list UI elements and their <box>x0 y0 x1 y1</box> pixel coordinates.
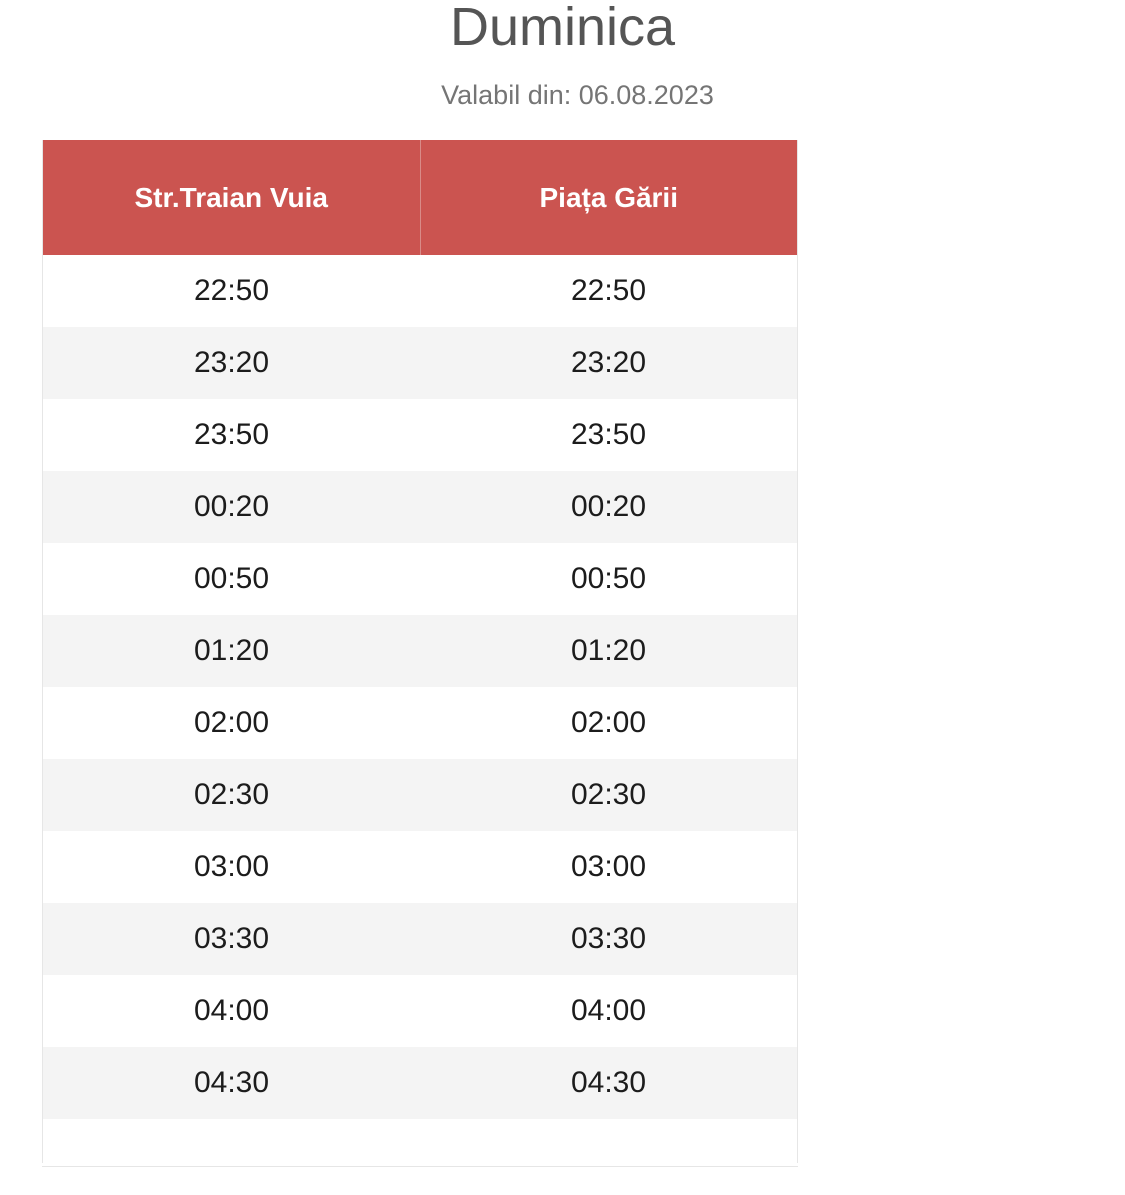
cell-departure-time: 23:50 <box>43 399 420 471</box>
cell-arrival-time: 22:50 <box>420 255 797 327</box>
cell-arrival-time: 04:00 <box>420 975 797 1047</box>
spacer-cell <box>420 1119 797 1163</box>
schedule-table-container <box>42 140 798 1163</box>
table-row <box>43 759 797 831</box>
cell-departure-time: 00:50 <box>43 543 420 615</box>
spacer-cell <box>43 1119 420 1163</box>
cell-arrival-time: 04:30 <box>420 1047 797 1119</box>
column-header-departure: Str.Traian Vuia <box>43 140 420 255</box>
table-trailing-spacer <box>43 1119 797 1163</box>
cell-arrival-time: 00:50 <box>420 543 797 615</box>
table-bottom-divider <box>42 1166 798 1167</box>
cell-arrival-time: 01:20 <box>420 615 797 687</box>
cell-departure-time: 23:20 <box>43 327 420 399</box>
table-row <box>43 543 797 615</box>
table-header-row <box>43 140 797 255</box>
cell-arrival-time: 03:30 <box>420 903 797 975</box>
column-header-arrival: Piața Gării <box>420 140 797 255</box>
cell-arrival-time: 02:00 <box>420 687 797 759</box>
cell-arrival-time: 23:50 <box>420 399 797 471</box>
cell-departure-time: 00:20 <box>43 471 420 543</box>
cell-departure-time: 03:00 <box>43 831 420 903</box>
table-row <box>43 399 797 471</box>
table-row <box>43 1047 797 1119</box>
table-row <box>43 687 797 759</box>
cell-departure-time: 02:00 <box>43 687 420 759</box>
cell-arrival-time: 00:20 <box>420 471 797 543</box>
cell-departure-time: 03:30 <box>43 903 420 975</box>
table-row <box>43 255 797 327</box>
cell-departure-time: 04:00 <box>43 975 420 1047</box>
table-row <box>43 615 797 687</box>
cell-arrival-time: 03:00 <box>420 831 797 903</box>
cell-arrival-time: 23:20 <box>420 327 797 399</box>
cell-departure-time: 02:30 <box>43 759 420 831</box>
valid-from-label: Valabil din: 06.08.2023 <box>441 80 714 110</box>
page-title: Duminica <box>449 0 676 57</box>
cell-arrival-time: 02:30 <box>420 759 797 831</box>
table-row <box>43 471 797 543</box>
cell-departure-time: 01:20 <box>43 615 420 687</box>
schedule-table <box>43 140 797 1163</box>
schedule-table-header <box>43 140 797 255</box>
table-row <box>43 975 797 1047</box>
cell-departure-time: 22:50 <box>43 255 420 327</box>
cell-departure-time: 04:30 <box>43 1047 420 1119</box>
table-row <box>43 327 797 399</box>
table-row <box>43 831 797 903</box>
table-row <box>43 903 797 975</box>
schedule-table-body <box>43 255 797 1163</box>
